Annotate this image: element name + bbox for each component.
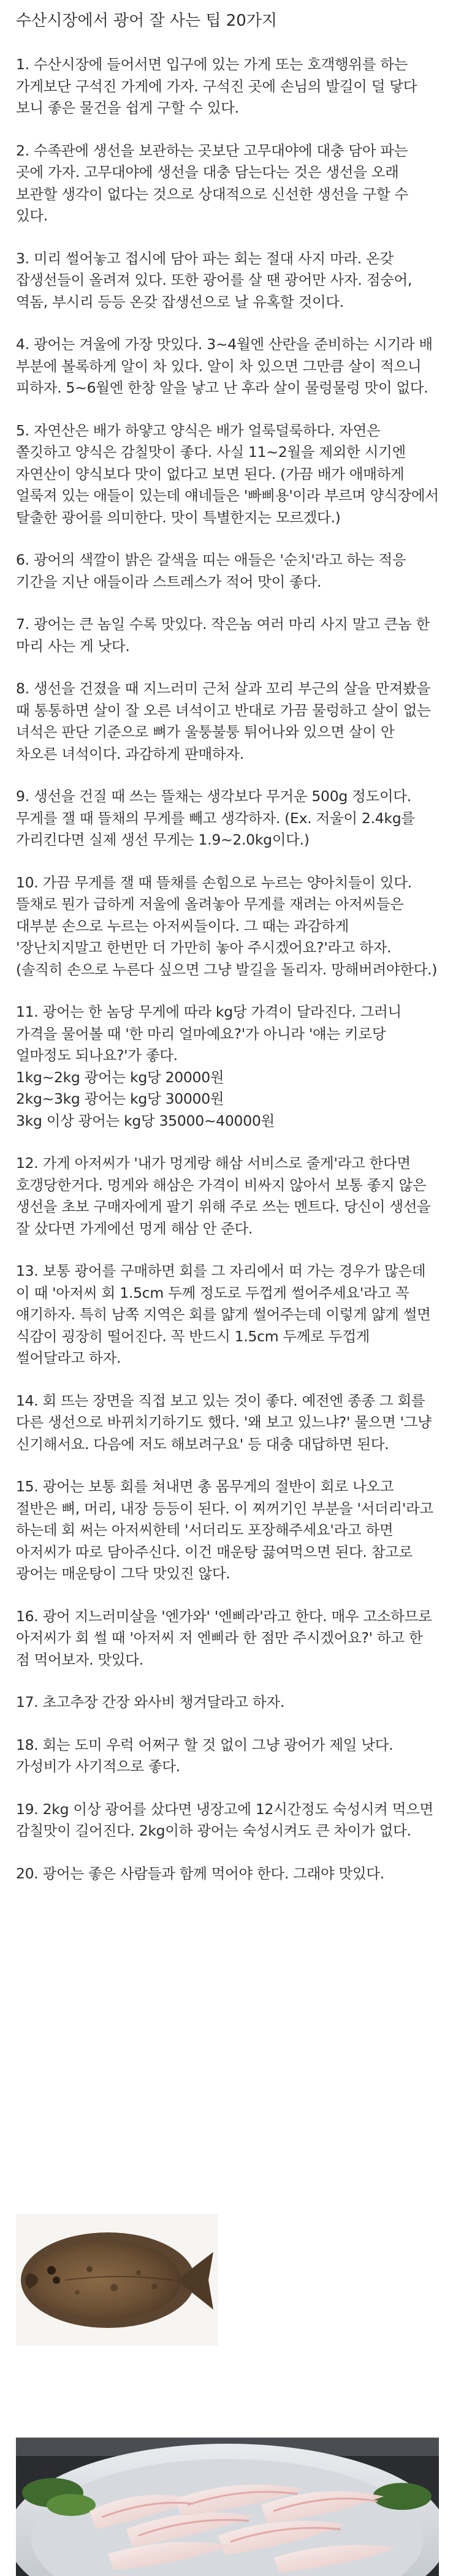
- flounder-photo: [16, 2214, 218, 2346]
- tip-item: 4. 광어는 겨울에 가장 맛있다. 3~4월엔 산란을 준비하는 시기라 배 부분에 볼록하게 알이 차 있다. 알이 차 있으면 그만큼 살이 적으니 피하자. 5~6월엔 한창 알을 낳고 난 후라 살이 물렁물렁 맛이 없다.: [16, 336, 433, 396]
- tip-item: 6. 광어의 색깔이 밝은 갈색을 띠는 애들은 '순치'라고 하는 적응 기간을 지난 애들이라 스트레스가 적어 맛이 좋다.: [16, 551, 406, 590]
- tip-item: 14. 회 뜨는 장면을 직접 보고 있는 것이 좋다. 예전엔 종종 그 회를 다른 생선으로 바뀌치기하기도 했다. '왜 보고 있느냐?' 물으면 '그냥 신기해서요. 다음에 저도 해보려구요' 등 대충 대답하면 된다.: [16, 1392, 432, 1453]
- tips-list: [16, 54, 439, 1905]
- tip-item: 15. 광어는 보통 회를 쳐내면 총 몸무게의 절반이 회로 나오고 절반은 뼈, 머리, 내장 등등이 된다. 이 찌꺼기인 부분을 '서더리'라고 하는데 회 써는 아저씨한테 '서더리도 포장해주세요'라고 하면 아저씨가 따로 담아주신다. 이건 매운탕 끓여먹으면 된다. 참고로 광어는 매운탕이 그닥 맛있진 않다.: [16, 1478, 433, 1582]
- tip-item: 12. 가게 아저씨가 '내가 멍게랑 해삼 서비스로 줄게'라고 한다면 호갱당한거다. 멍게와 해삼은 가격이 비싸지 않아서 보통 좋지 않은 생선을 초보 구매자에게 팔기 위해 주로 쓰는 멘트다. 당신이 생선을 잘 샀다면 가게에선 멍게 해삼 안 준다.: [16, 1154, 431, 1237]
- sashimi-platter-photo: [16, 2438, 439, 2576]
- tip-item: 2. 수족관에 생선을 보관하는 곳보단 고무대야에 대충 담아 파는 곳에 가자. 고무대야에 생선을 대충 담는다는 것은 생선을 오래 보관할 생각이 없다는 것으로 상대적으로 신선한 생선을 구할 수 있다.: [16, 141, 408, 224]
- tip-item: 7. 광어는 큰 놈일 수록 맛있다. 작은놈 여러 마리 사지 말고 큰놈 한 마리 사는 게 낫다.: [16, 616, 430, 655]
- tip-item: 11. 광어는 한 놈당 무게에 따라 kg당 가격이 달라진다. 그러니 가격을 물어볼 때 '한 마리 얼마예요?'가 아니라 '얘는 키로당 얼마정도 되나요?'가 좋다. 1kg~2kg 광어는 kg당 20000원 2kg~3kg 광어는 kg당 30000원 3kg 이상 광어는 kg당 35000~40000원: [16, 1003, 402, 1129]
- tip-item: 1. 수산시장에 들어서면 입구에 있는 가게 또는 호객행위를 하는 가게보단 구석진 가게에 가자. 구석진 곳에 손님의 발길이 덜 닿다 보니 좋은 물건을 쉽게 구할 수 있다.: [16, 56, 417, 116]
- tip-item: 3. 미리 썰어놓고 접시에 담아 파는 회는 절대 사지 마라. 온갖 잡생선들이 올려져 있다. 또한 광어를 살 땐 광어만 사자. 점숭어, 역돔, 부시리 등등 온갖 잡생선으로 날 유혹할 것이다.: [16, 249, 413, 311]
- tip-item: 20. 광어는 좋은 사람들과 함께 먹어야 한다. 그래야 맛있다.: [16, 1864, 384, 1882]
- tip-item: 10. 가끔 무게를 잴 때 뜰채를 손힘으로 누르는 양아치들이 있다. 뜰채로 뭔가 급하게 저울에 올려놓아 무게를 재려는 아저씨들은 대부분 손으로 누르는 아저씨들이다. 그 때는 과감하게 '장난치지말고 한번만 더 가만히 놓아 주시겠어요?'라고 하자. (솔직히 손으로 누른다 싶으면 그냥 발길을 돌리자. 망해버려야한다.): [16, 873, 438, 978]
- tip-item: 13. 보통 광어를 구매하면 회를 그 자리에서 떠 가는 경우가 많은데 이 때 '아저씨 회 1.5cm 두께 정도로 두껍게 썰어주세요'라고 꼭 얘기하자. 특히 남쪽 지역은 회를 얇게 썰어주는데 이렇게 얇게 썰면 식감이 굉장히 떨어진다. 꼭 반드시 1.5cm 두께로 두껍게 썰어달라고 하자.: [16, 1262, 431, 1366]
- article-title: 수산시장에서 광어 잘 사는 팁 20가지: [16, 12, 278, 30]
- tip-item: 18. 회는 도미 우럭 어쩌구 할 것 없이 그냥 광어가 제일 낫다. 가성비가 사기적으로 좋다.: [16, 1736, 394, 1775]
- tip-item: 8. 생선을 건졌을 때 지느러미 근처 살과 꼬리 부근의 살을 만져봤을 때 통통하면 살이 잘 오른 녀석이고 반대로 가끔 물렁하고 살이 없는 녀석은 판단 기준으로 뼈가 울퉁불퉁 튀어나와 있으면 살이 안 차오른 녀석이다. 과감하게 판매하자.: [16, 680, 431, 763]
- tip-item: 9. 생선을 건질 때 쓰는 뜰채는 생각보다 무거운 500g 정도이다. 무게를 잴 때 뜰채의 무게를 빼고 생각하자. (Ex. 저울이 2.4kg를 가리킨다면 실제 생선 무게는 1.9~2.0kg이다.): [16, 788, 415, 848]
- tip-item: 16. 광어 지느러미살을 '엔가와' '엔삐라'라고 한다. 매우 고소하므로 아저씨가 회 썰 때 '아저씨 저 엔삐라 한 점만 주시겠어요?' 하고 한 점 먹어보자. 맛있다.: [16, 1607, 432, 1668]
- tip-item: 19. 2kg 이상 광어를 샀다면 냉장고에 12시간정도 숙성시켜 먹으면 감칠맛이 길어진다. 2kg이하 광어는 숙성시켜도 큰 차이가 없다.: [16, 1800, 433, 1839]
- tip-item: 5. 자연산은 배가 하얗고 양식은 배가 얼룩덜룩하다. 자연은 쫄깃하고 양식은 감칠맛이 좋다. 사실 11~2월을 제외한 시기엔 자연산이 양식보다 맛이 없다고 보면 된다. (가끔 배가 애매하게 얼룩져 있는 애들이 있는데 얘네들은 '빠삐용'이라 부르며 양식장에서 탈출한 광어를 의미한다. 맛이 특별한지는 모르겠다.): [16, 421, 439, 526]
- tip-item: 17. 초고추장 간장 와사비 챙겨달라고 하자.: [16, 1693, 284, 1711]
